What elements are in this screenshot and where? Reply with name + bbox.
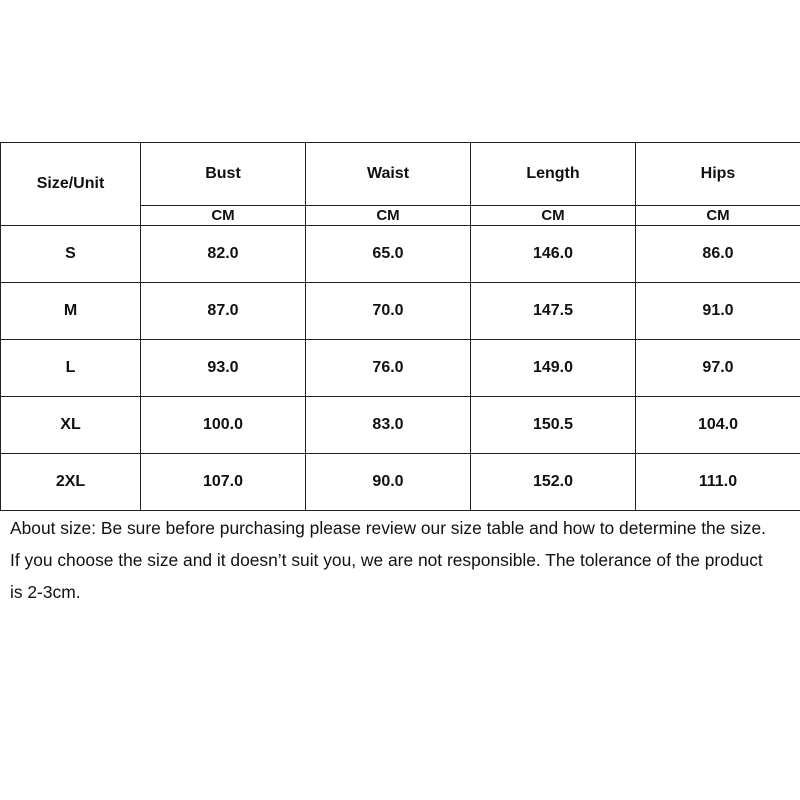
bust-cell: 107.0	[141, 454, 306, 511]
size-cell: 2XL	[1, 454, 141, 511]
column-header-hips: Hips	[636, 143, 800, 206]
bust-cell: 82.0	[141, 226, 306, 283]
hips-cell: 104.0	[636, 397, 800, 454]
header-row	[1, 143, 800, 206]
waist-cell: 83.0	[306, 397, 471, 454]
hips-cell: 97.0	[636, 340, 800, 397]
unit-cell-length: CM	[471, 206, 636, 226]
table-row	[1, 397, 800, 454]
size-cell: XL	[1, 397, 141, 454]
note-line: About size: Be sure before purchasing please review our size table and how to determine the size.	[10, 518, 766, 538]
bust-cell: 93.0	[141, 340, 306, 397]
length-cell: 149.0	[471, 340, 636, 397]
size-cell: L	[1, 340, 141, 397]
length-cell: 152.0	[471, 454, 636, 511]
size-note	[10, 512, 795, 608]
note-line: is 2-3cm.	[10, 582, 81, 602]
waist-cell: 76.0	[306, 340, 471, 397]
length-cell: 146.0	[471, 226, 636, 283]
hips-cell: 91.0	[636, 283, 800, 340]
table-row	[1, 340, 800, 397]
size-unit-header: Size/Unit	[1, 143, 141, 226]
bust-cell: 87.0	[141, 283, 306, 340]
column-header-bust: Bust	[141, 143, 306, 206]
waist-cell: 90.0	[306, 454, 471, 511]
length-cell: 150.5	[471, 397, 636, 454]
bust-cell: 100.0	[141, 397, 306, 454]
length-cell: 147.5	[471, 283, 636, 340]
unit-cell-bust: CM	[141, 206, 306, 226]
unit-cell-waist: CM	[306, 206, 471, 226]
unit-cell-hips: CM	[636, 206, 800, 226]
column-header-length: Length	[471, 143, 636, 206]
hips-cell: 111.0	[636, 454, 800, 511]
waist-cell: 65.0	[306, 226, 471, 283]
table-row	[1, 226, 800, 283]
size-cell: S	[1, 226, 141, 283]
table-row	[1, 454, 800, 511]
hips-cell: 86.0	[636, 226, 800, 283]
waist-cell: 70.0	[306, 283, 471, 340]
table-row	[1, 283, 800, 340]
column-header-waist: Waist	[306, 143, 471, 206]
note-line: If you choose the size and it doesn’t suit you, we are not responsible. The tolerance of the product	[10, 550, 763, 570]
size-chart-table	[0, 142, 800, 511]
size-cell: M	[1, 283, 141, 340]
